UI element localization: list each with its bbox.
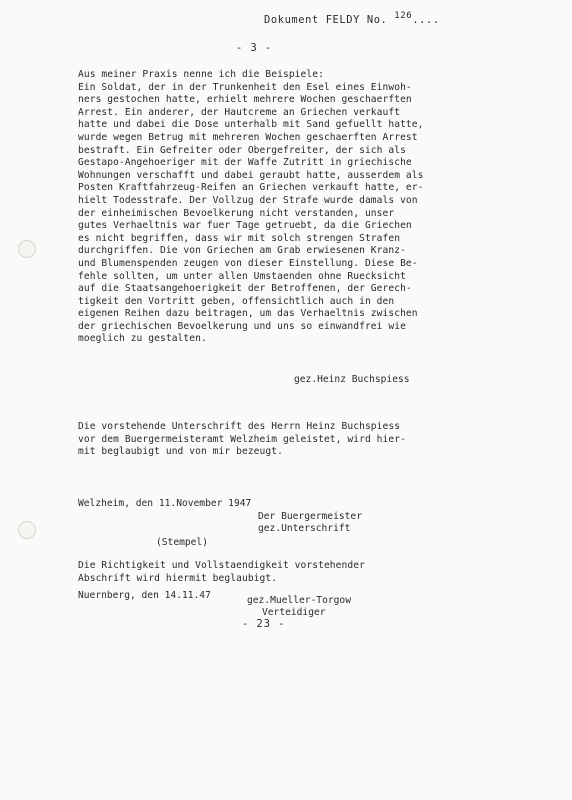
body-line: der einheimischen Bevoelkerung nicht verstanden, unser <box>78 207 395 219</box>
body-line: Ein Soldat, der in der Trunkenheit den Esel eines Einwoh- <box>78 81 412 93</box>
body-line: fehle sollten, um unter allen Umstaenden ohne Ruecksicht <box>78 270 406 282</box>
body-line: Posten Kraftfahrzeug-Reifen an Griechen verkauft hatte, er- <box>78 182 424 194</box>
document-label: Dokument FELDY No. <box>264 14 388 26</box>
mayor-title: Der Buergermeister <box>258 511 362 522</box>
mayor-signature: gez.Unterschrift <box>258 523 351 534</box>
document-header <box>264 11 440 26</box>
attestation-line: Abschrift wird hiermit beglaubigt. <box>78 572 278 584</box>
attestation-line: Die Richtigkeit und Vollstaendigkeit vorstehender <box>78 560 365 571</box>
certification-line: vor dem Buergermeisteramt Welzheim geleistet, wird hier- <box>78 433 406 445</box>
certification-line: mit beglaubigt und von mir bezeugt. <box>78 446 283 458</box>
body-line: es nicht begriffen, dass wir mit solch strengen Strafen <box>78 232 401 244</box>
certification-line: Die vorstehende Unterschrift des Herrn Heinz Buchspiess <box>78 421 401 432</box>
body-line: gutes Verhaeltnis war fuer Tage getruebt, da die Griechen <box>78 220 412 232</box>
document-number-dots: .... <box>412 14 440 26</box>
body-line: hatte und dabei die Dose unterhalb mit Sand gefuellt hatte, <box>78 119 424 131</box>
copy-attestation-text <box>78 560 448 585</box>
body-line: Gestapo-Angehoeriger mit der Waffe Zutritt in griechische <box>78 157 412 169</box>
punch-hole-top <box>18 240 36 258</box>
body-text <box>78 69 448 346</box>
body-line: Arrest. Ein anderer, der Hautcreme an Griechen verkauft <box>78 106 401 118</box>
attestation-place-date: Nuernberg, den 14.11.47 <box>78 590 211 601</box>
witness-signature: gez.Heinz Buchspiess <box>294 374 410 385</box>
body-line: tigkeit den Vortritt geben, offensichtlich auch in den <box>78 295 395 307</box>
body-line: ners gestochen hatte, erhielt mehrere Wochen geschaerften <box>78 94 412 106</box>
body-line: der griechischen Bevoelkerung und uns so einwandfrei wie <box>78 320 406 332</box>
body-line: Aus meiner Praxis nenne ich die Beispiele: <box>78 69 324 80</box>
certification-place-date: Welzheim, den 11.November 1947 <box>78 498 252 509</box>
body-line: durchgriffen. Die von Griechen am Grab erwiesenen Kranz- <box>78 245 406 257</box>
document-number: 126 <box>394 11 413 21</box>
body-line: und Blumenspenden zeugen von dieser Einstellung. Diese Be- <box>78 257 418 269</box>
body-line: hielt Todesstrafe. Der Vollzug der Strafe wurde damals von <box>78 194 418 206</box>
body-line: moeglich zu gestalten. <box>78 333 207 345</box>
defense-counsel-signature: gez.Mueller-Torgow <box>247 595 351 606</box>
body-line: auf die Staatsangehoerigkeit der Betroffenen, der Gerech- <box>78 283 412 295</box>
footer-page-number: - 23 - <box>242 618 286 630</box>
stamp-note: (Stempel) <box>156 537 208 548</box>
body-line: bestraft. Ein Gefreiter oder Obergefreiter, der sich als <box>78 144 406 156</box>
body-line: Wohnungen verschafft und dabei geraubt hatte, ausserdem als <box>78 169 424 181</box>
certification-text <box>78 421 448 459</box>
page-mark: - 3 - <box>236 42 273 54</box>
body-line: eigenen Reihen dazu beitragen, um das Verhaeltnis zwischen <box>78 308 418 320</box>
punch-hole-bottom <box>18 521 36 539</box>
defense-counsel-role: Verteidiger <box>262 607 326 618</box>
body-line: wurde wegen Betrug mit mehreren Wochen geschaerften Arrest <box>78 131 418 143</box>
